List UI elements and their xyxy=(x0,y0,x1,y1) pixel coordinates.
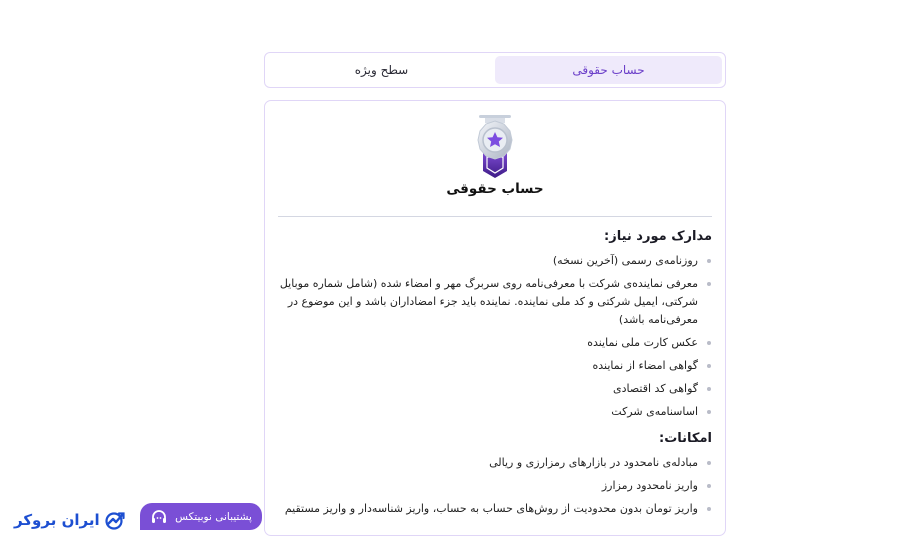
list-item: عکس کارت ملی نماینده xyxy=(279,334,712,352)
brand-logo[interactable] xyxy=(14,510,126,530)
trend-arrow-icon xyxy=(104,510,126,530)
documents-title: مدارک مورد نیاز: xyxy=(604,229,712,244)
documents-list xyxy=(279,252,712,421)
account-level-card xyxy=(264,100,726,536)
support-label: پشتیبانی نوبیتکس xyxy=(175,510,252,523)
badge-container xyxy=(265,113,725,179)
account-type-tabs xyxy=(264,52,726,88)
list-item: اساسنامه‌ی شرکت xyxy=(279,403,712,421)
list-item: مبادله‌ی نامحدود در بازارهای رمزارزی و ریالی xyxy=(279,454,712,472)
list-item: واریز تومان بدون محدودیت از روش‌های حساب به حساب، واریز شناسه‌دار و واریز مستقیم xyxy=(279,500,712,518)
tab-special-level[interactable]: سطح ویژه xyxy=(354,63,409,77)
list-item: معرفی نماینده‌ی شرکت با معرفی‌نامه روی سربرگ مهر و امضاء شده (شامل شماره موبایل شرکتی، ایمیل شرکتی و کد ملی نماینده. نماینده باید جزء امضاداران باشد و این موضوع در معرفی‌نامه باشد) xyxy=(279,275,712,329)
support-button[interactable] xyxy=(140,503,262,530)
card-content xyxy=(279,229,712,523)
card-title: حساب حقوقی xyxy=(446,181,544,197)
features-title: امکانات: xyxy=(659,431,712,446)
list-item: واریز نامحدود رمزارز xyxy=(279,477,712,495)
medal-star-icon xyxy=(475,113,515,179)
list-item: گواهی امضاء از نماینده xyxy=(279,357,712,375)
features-list xyxy=(279,454,712,518)
brand-name: ایران بروکر xyxy=(14,511,100,529)
divider xyxy=(278,216,712,217)
list-item: روزنامه‌ی رسمی (آخرین نسخه) xyxy=(279,252,712,270)
headset-icon xyxy=(150,508,168,526)
list-item: گواهی کد اقتصادی xyxy=(279,380,712,398)
tab-legal-account[interactable]: حساب حقوقی xyxy=(495,56,722,84)
